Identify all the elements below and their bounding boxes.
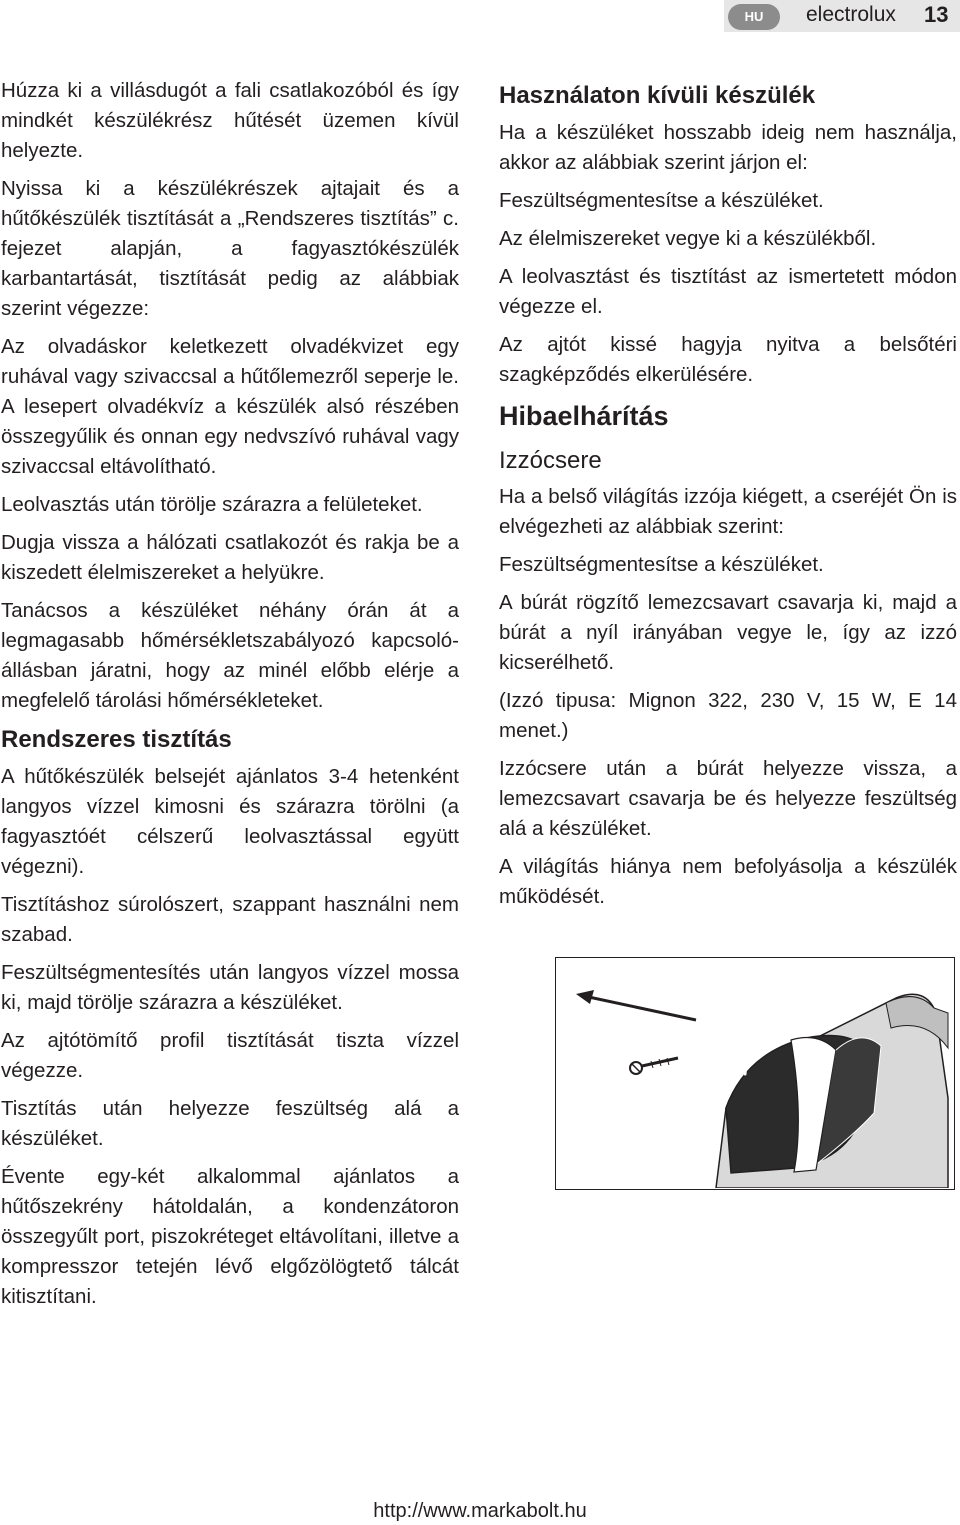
paragraph: A hűtőkészülék belsejét ajánlatos 3-4 hetenként langyos vízzel kimosni és szárazra törölni (a fagyasztóét célszerű leolvasztással együtt végezni). bbox=[1, 765, 459, 878]
paragraph: Tisztítás után helyezze feszültség alá a készüléket. bbox=[1, 1097, 459, 1150]
lamp-housing-icon bbox=[556, 958, 953, 1188]
paragraph: Évente egy-két alkalommal ajánlatos a hűtőszekrény hátoldalán, a kondenzátoron összegyűlt port, piszokréteget eltávolítani, illetve a kompresszor tetején lévő elgőzölögtető tálcát kitisztítani. bbox=[1, 1165, 459, 1308]
paragraph: (Izzó tipusa: Mignon 322, 230 V, 15 W, E 14 menet.) bbox=[499, 689, 957, 742]
paragraph: Húzza ki a villásdugót a fali csatlakozóból és így mindkét készülékrész hűtését üzemen kívül helyezte. bbox=[1, 79, 459, 162]
section-heading-regular-cleaning: Rendszeres tisztítás bbox=[1, 726, 232, 753]
paragraph: Az ajtót kissé hagyja nyitva a belsőtéri szagképződés elkerülésére. bbox=[499, 333, 957, 386]
paragraph: Az olvadáskor keletkezett olvadékvizet egy ruhával vagy szivaccsal a hűtőlemezről seperje le. A lesepert olvadékvíz a készülék alsó részében összegyűlik és onnan egy nedvszívó ruhával vagy szivaccsal eltávolítható. bbox=[1, 335, 459, 478]
max-wattage-label: MAX.15 W bbox=[689, 1064, 749, 1086]
paragraph: Leolvasztás után törölje szárazra a felületeket. bbox=[1, 493, 423, 516]
paragraph: Dugja vissza a hálózati csatlakozót és rakja be a kiszedett élelmiszereket a helyükre. bbox=[1, 531, 459, 584]
page-number: 13 bbox=[924, 2, 949, 27]
paragraph: A leolvasztást és tisztítást az ismertetett módon végezze el. bbox=[499, 265, 957, 318]
paragraph: Feszültségmentesítse a készüléket. bbox=[499, 553, 824, 576]
paragraph: Izzócsere után a búrát helyezze vissza, a lemezcsavart csavarja be és helyezze feszültség alá a készüléket. bbox=[499, 757, 957, 840]
footer-url: http://www.markabolt.hu bbox=[373, 1500, 587, 1522]
section-heading-troubleshooting: Hibaelhárítás bbox=[499, 401, 669, 431]
brand-name: electrolux bbox=[806, 3, 896, 26]
right-column bbox=[499, 78, 957, 920]
bulb-cover-illustration bbox=[555, 957, 955, 1190]
paragraph: Ha a készüléket hosszabb ideig nem használja, akkor az alábbiak szerint járjon el: bbox=[499, 121, 957, 174]
paragraph: Feszültségmentesítés után langyos vízzel mossa ki, majd törölje szárazra a készüléket. bbox=[1, 961, 459, 1014]
paragraph: Nyissa ki a készülékrészek ajtajait és a hűtőkészülék tisztítását a „Rendszeres tisztítás” c. fejezet alapján, a fagyasztókészülék karbantartását, tisztítását pedig az alábbiak szerint végezze: bbox=[1, 177, 459, 320]
paragraph: A búrát rögzítő lemezcsavart csavarja ki, majd a búrát a nyíl irányában vegye le, így az izzó kicserélhető. bbox=[499, 591, 957, 674]
language-badge: HU bbox=[728, 4, 780, 30]
section-heading-unused-appliance: Használaton kívüli készülék bbox=[499, 82, 816, 109]
paragraph: Tanácsos a készüléket néhány órán át a legmagasabb hőmérsékletszabályozó kapcsoló-állásban járatni, hogy az minél előbb elérje a megfelelő tárolási hőmérsékleteket. bbox=[1, 599, 459, 712]
paragraph: Ha a belső világítás izzója kiégett, a cseréjét Ön is elvégezheti az alábbiak szerint: bbox=[499, 485, 957, 538]
paragraph: Tisztításhoz súrolószert, szappant használni nem szabad. bbox=[1, 893, 459, 946]
paragraph: A világítás hiánya nem befolyásolja a készülék működését. bbox=[499, 855, 957, 908]
paragraph: Feszültségmentesítse a készüléket. bbox=[499, 189, 824, 212]
left-column bbox=[1, 76, 459, 1320]
subheading-bulb-replacement: Izzócsere bbox=[499, 447, 602, 474]
paragraph: Az élelmiszereket vegye ki a készülékből. bbox=[499, 227, 877, 250]
paragraph: Az ajtótömítő profil tisztítását tiszta vízzel végezze. bbox=[1, 1029, 459, 1082]
